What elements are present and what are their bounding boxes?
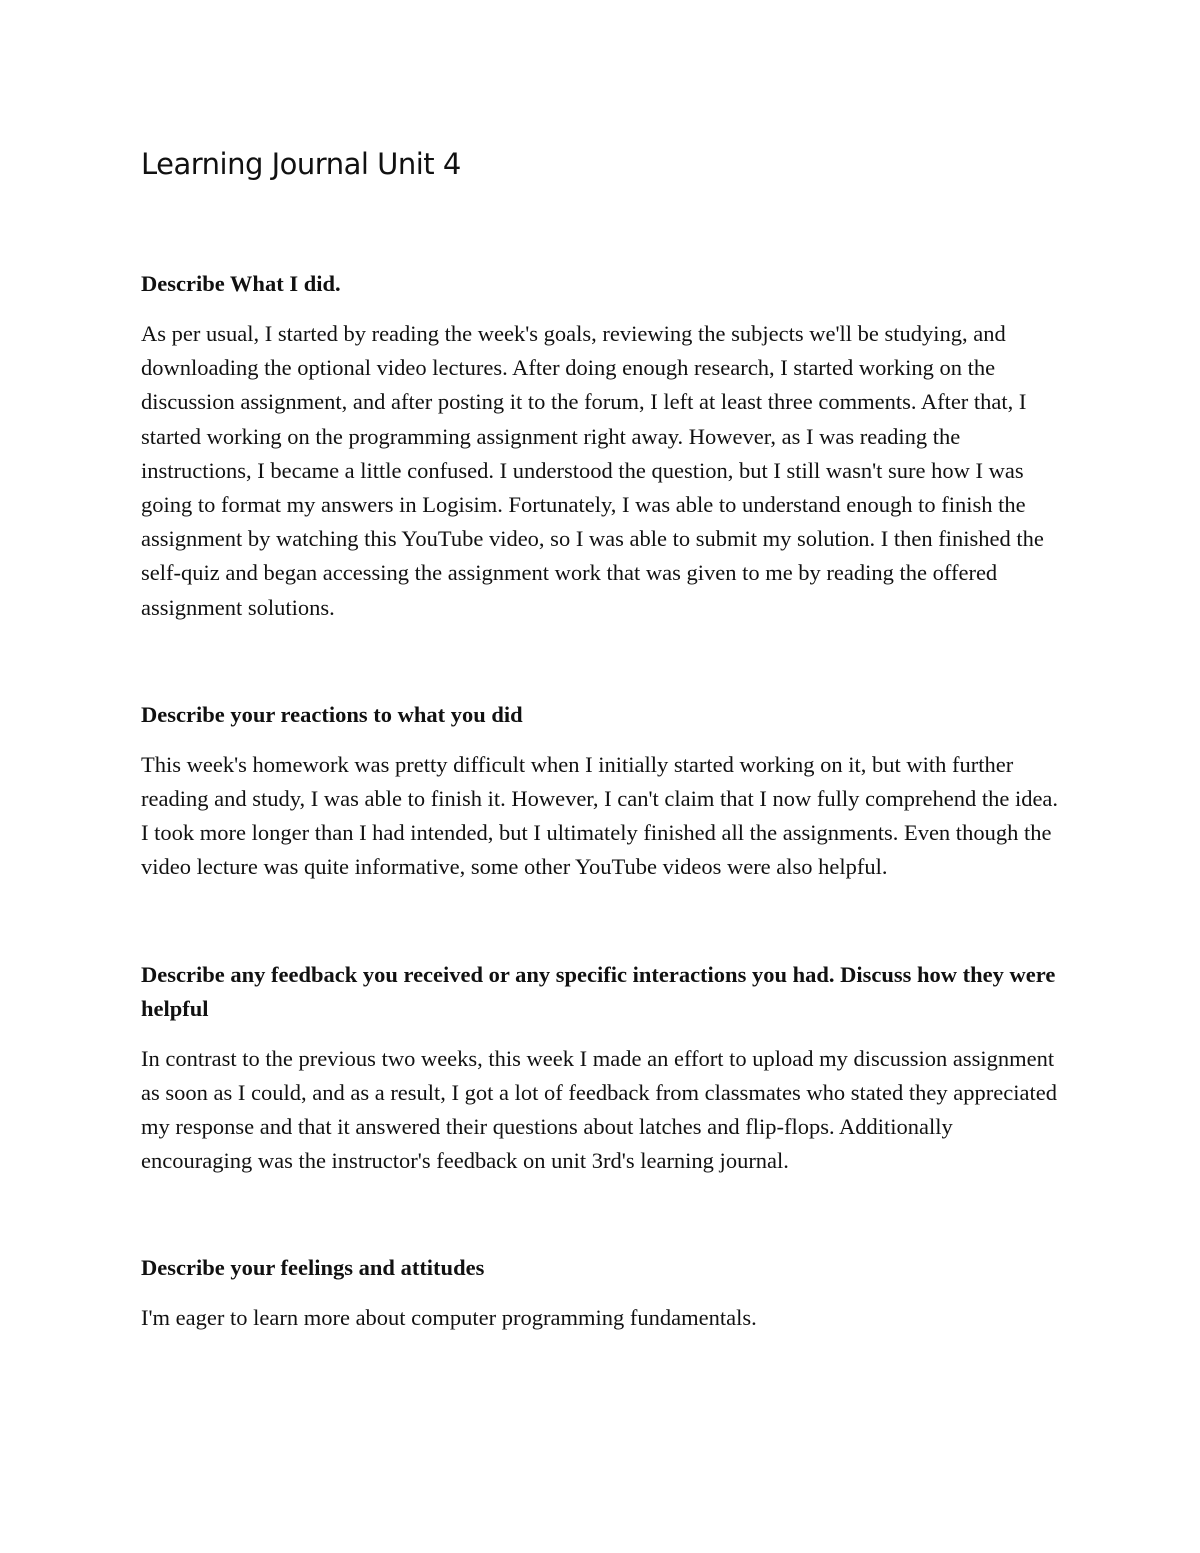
section-heading: Describe any feedback you received or any specific interactions you had. Discuss how they were helpful	[141, 961, 1056, 1021]
section-body: As per usual, I started by reading the week's goals, reviewing the subjects we'll be studying, and downloading the optional video lectures. After doing enough research, I started working on the discussion assignment, and after posting it to the forum, I left at least three comments. After that, I started working on the programming assignment right away. However, as I was reading the instructions, I became a little confused. I understood the question, but I still wasn't sure how I was going to format my answers in Logisim. Fortunately, I was able to understand enough to finish the assignment by watching this YouTube video, so I was able to submit my solution. I then finished the self-quiz and began accessing the assignment work that was given to me by reading the offered assignment solutions.	[141, 321, 1044, 620]
section-heading: Describe your reactions to what you did	[141, 701, 523, 727]
section-body: This week's homework was pretty difficult when I initially started working on it, but with further reading and study, I was able to finish it. However, I can't claim that I now fully comprehend the idea. I took more longer than I had intended, but I ultimately finished all the assignments. Even though the video lecture was quite informative, some other YouTube videos were also helpful.	[141, 751, 1059, 880]
section-feelings	[141, 1251, 1061, 1335]
section-heading: Describe your feelings and attitudes	[141, 1255, 485, 1281]
section-body: I'm eager to learn more about computer programming fundamentals.	[141, 1305, 757, 1331]
document-title: Learning Journal Unit 4	[141, 147, 461, 181]
document-content	[141, 142, 1061, 1336]
section-reactions	[141, 698, 1061, 885]
section-heading: Describe What I did.	[141, 271, 341, 296]
section-feedback	[141, 958, 1061, 1179]
section-body: In contrast to the previous two weeks, this week I made an effort to upload my discussion assignment as soon as I could, and as a result, I got a lot of feedback from classmates who stated they appreciated my response and that it answered their questions about latches and flip-flops. Additionally encouraging was the instructor's feedback on unit 3rd's learning journal.	[141, 1045, 1057, 1174]
section-what-i-did	[141, 267, 1061, 625]
